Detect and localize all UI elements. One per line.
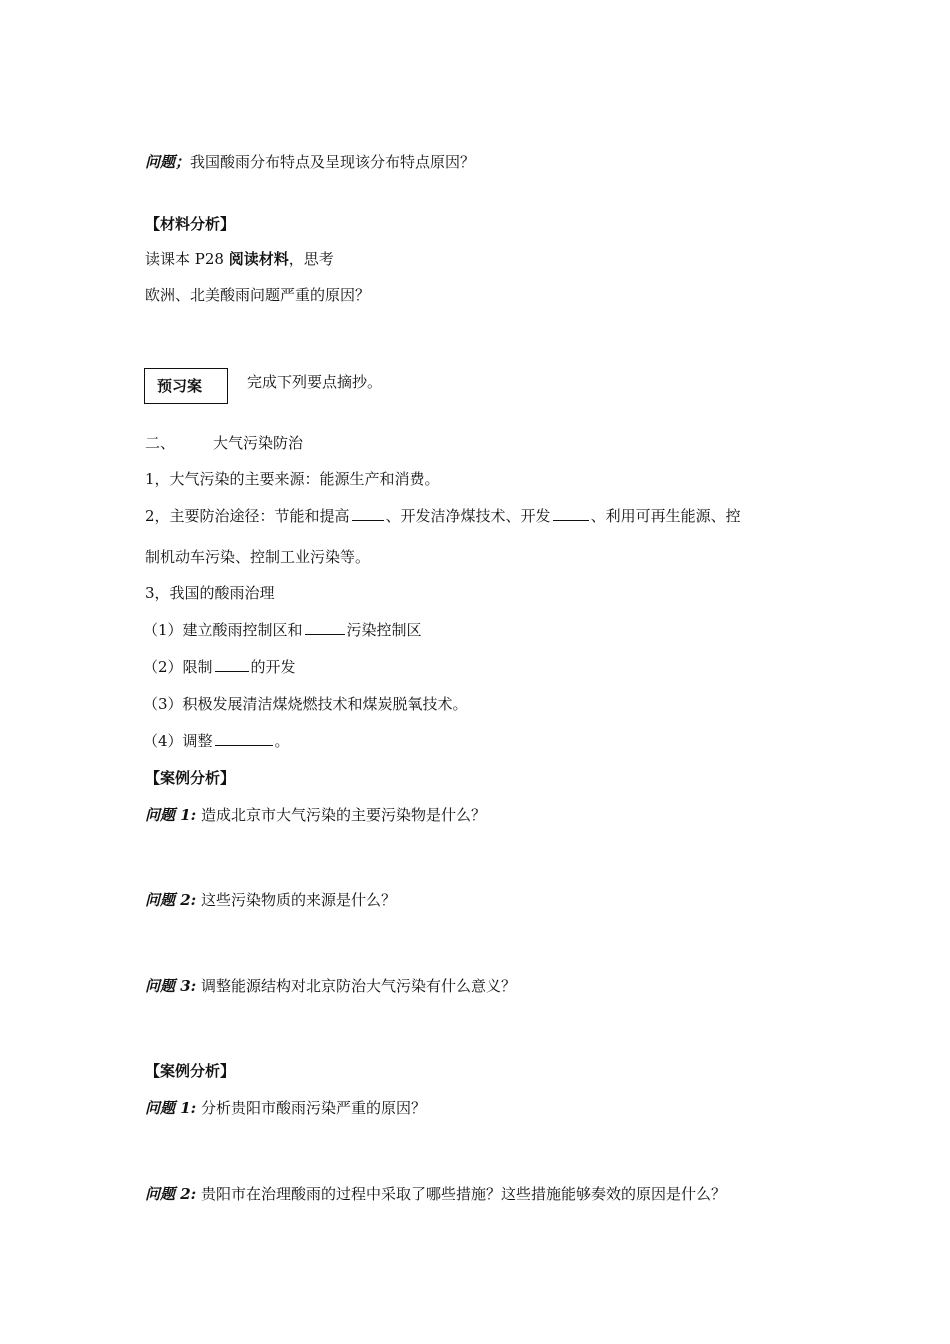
- material-heading: 【材料分析】: [145, 215, 236, 233]
- point-2-part-a: 2，主要防治途径：节能和提高: [145, 507, 350, 525]
- fill-blank[interactable]: [215, 657, 249, 672]
- case1-question-3: [145, 976, 516, 996]
- question-text: 造成北京市大气污染的主要污染物是什么？: [200, 806, 486, 824]
- read-suffix: ，思考: [288, 250, 334, 268]
- question-text: 贵阳市在治理酸雨的过程中采取了哪些措施？这些措施能够奏效的原因是什么？: [200, 1185, 726, 1203]
- question-separator: ；: [175, 153, 191, 171]
- material-read-line: [145, 249, 334, 269]
- read-material-bold: 阅读材料: [228, 250, 289, 268]
- point-1: 1，大气污染的主要来源：能源生产和消费。: [145, 470, 440, 488]
- question-label: 问题: [145, 153, 176, 171]
- read-prefix: 读课本 P28: [145, 250, 229, 268]
- material-question: 欧洲、北美酸雨问题严重的原因？: [145, 286, 371, 304]
- section-title: 大气污染防治: [213, 434, 304, 452]
- question-label: 问题 3:: [145, 977, 197, 995]
- sub-point-4-part-b: 。: [274, 732, 290, 750]
- case1-question-2: [145, 890, 396, 910]
- sub-point-1-part-a: （1）建立酸雨控制区和: [143, 621, 303, 639]
- question-label: 问题 2:: [145, 1185, 197, 1203]
- sub-point-4: [143, 731, 290, 751]
- question-label: 问题 1:: [145, 1099, 197, 1117]
- case-analysis-heading: 【案例分析】: [145, 769, 236, 787]
- question-label: 问题 1:: [145, 806, 197, 824]
- case1-question-1: [145, 805, 486, 825]
- question-acid-rain-distribution: [145, 152, 475, 172]
- preview-box-label: 预习案: [157, 377, 203, 395]
- question-text: 我国酸雨分布特点及呈现该分布特点原因？: [190, 153, 476, 171]
- sub-point-3: （3）积极发展清洁煤烧燃技术和煤炭脱氧技术。: [143, 695, 468, 713]
- case-analysis-heading: 【案例分析】: [145, 1062, 236, 1080]
- point-3: 3，我国的酸雨治理: [145, 584, 275, 602]
- point-2: [145, 506, 741, 526]
- question-text: 调整能源结构对北京防治大气污染有什么意义？: [200, 977, 516, 995]
- question-label: 问题 2:: [145, 891, 197, 909]
- section-heading: [145, 433, 303, 453]
- case2-question-1: [145, 1098, 426, 1118]
- question-text: 这些污染物质的来源是什么？: [200, 891, 396, 909]
- fill-blank[interactable]: [305, 620, 345, 635]
- sub-point-1: [143, 620, 422, 640]
- sub-point-4-part-a: （4）调整: [143, 732, 213, 750]
- preview-box: [144, 368, 228, 404]
- sub-point-2-part-a: （2）限制: [143, 658, 213, 676]
- fill-blank[interactable]: [215, 731, 273, 746]
- fill-blank[interactable]: [352, 506, 384, 521]
- sub-point-2: [143, 657, 296, 677]
- point-2-part-b: 、开发洁净煤技术、开发: [385, 507, 551, 525]
- section-number: 二、: [145, 434, 176, 452]
- preview-instruction: 完成下列要点摘抄。: [247, 373, 383, 391]
- point-2-part-c: 、利用可再生能源、控: [590, 507, 741, 525]
- question-text: 分析贵阳市酸雨污染严重的原因？: [200, 1099, 426, 1117]
- fill-blank[interactable]: [553, 506, 589, 521]
- case2-question-2: [145, 1184, 726, 1204]
- sub-point-2-part-b: 的开发: [250, 658, 296, 676]
- sub-point-1-part-b: 污染控制区: [346, 621, 422, 639]
- point-2-continued: 制机动车污染、控制工业污染等。: [145, 548, 371, 566]
